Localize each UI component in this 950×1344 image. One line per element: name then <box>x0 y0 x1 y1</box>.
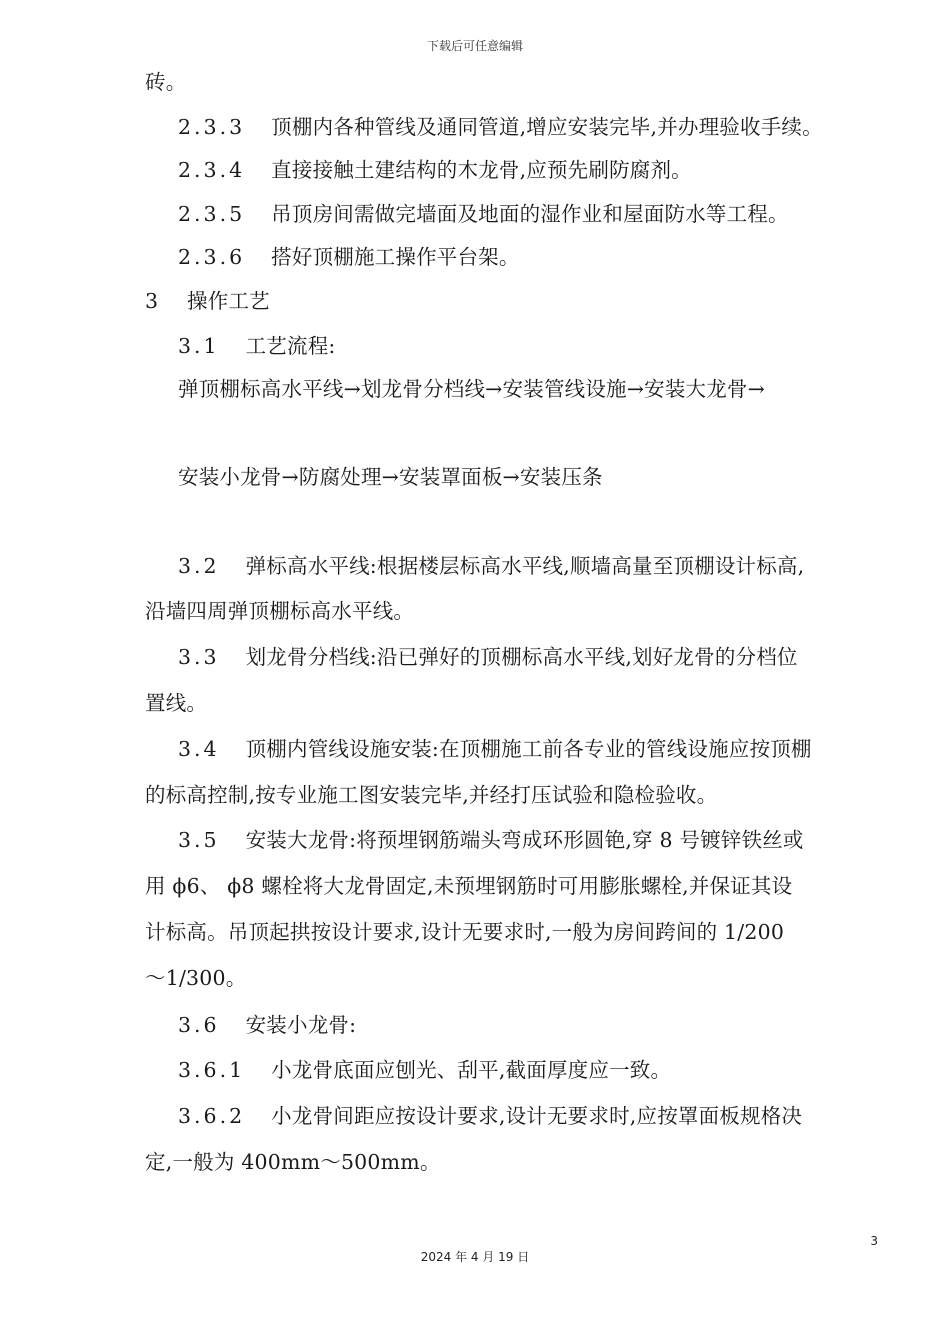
clause-text: 吊顶房间需做完墙面及地面的湿作业和屋面防水等工程。 <box>271 202 789 226</box>
clause-3-2 <box>178 554 898 578</box>
clause-number: 3.6 <box>178 1013 220 1037</box>
body-line: 用 ϕ6、 ϕ8 螺栓将大龙骨固定,未预埋钢筋时可用膨胀螺栓,并保证其设 <box>145 874 793 898</box>
clause-3-6 <box>178 1013 898 1037</box>
clause-number: 3.5 <box>178 828 220 852</box>
body-line: 计标高。吊顶起拱按设计要求,设计无要求时,一般为房间跨间的 1/200 <box>145 920 785 944</box>
clause-2-3-3 <box>178 115 898 139</box>
clause-number: 2.3.6 <box>178 245 246 269</box>
page-number: 3 <box>870 1234 878 1248</box>
clause-number: 3.4 <box>178 737 220 761</box>
clause-text: 顶棚内管线设施安装:在顶棚施工前各专业的管线设施应按顶棚 <box>245 737 812 761</box>
clause-text: 安装大龙骨:将预埋钢筋端头弯成环形圆铯,穿 8 号镀锌铁丝或 <box>245 828 804 852</box>
body-line: 砖。 <box>145 70 187 94</box>
body-line: 沿墙四周弹顶棚标高水平线。 <box>145 599 415 623</box>
clause-text: 工艺流程: <box>245 334 336 358</box>
clause-2-3-5 <box>178 202 898 226</box>
process-flow-line-1: 弹顶棚标高水平线→划龙骨分档线→安装管线设施→安装大龙骨→ <box>178 377 766 401</box>
clause-number: 3.2 <box>178 554 220 578</box>
clause-number: 2.3.5 <box>178 202 246 226</box>
section-title: 操作工艺 <box>187 289 270 313</box>
clause-number: 3.1 <box>178 334 220 358</box>
clause-text: 安装小龙骨: <box>245 1013 357 1037</box>
clause-number: 2.3.3 <box>178 115 246 139</box>
body-line: 置线。 <box>145 691 208 715</box>
clause-number: 3.6.1 <box>178 1058 246 1082</box>
clause-number: 3.6.2 <box>178 1104 246 1128</box>
clause-text: 小龙骨底面应刨光、刮平,截面厚度应一致。 <box>271 1058 672 1082</box>
clause-number: 3.3 <box>178 645 220 669</box>
section-number: 3 <box>145 289 162 313</box>
clause-text: 小龙骨间距应按设计要求,设计无要求时,应按罩面板规格决 <box>271 1104 803 1128</box>
clause-number: 2.3.4 <box>178 158 246 182</box>
clause-2-3-4 <box>178 158 898 182</box>
clause-2-3-6 <box>178 245 898 269</box>
process-flow-line-2: 安装小龙骨→防腐处理→安装罩面板→安装压条 <box>178 465 603 489</box>
section-3-heading <box>145 289 865 313</box>
clause-text: 顶棚内各种管线及通同管道,增应安装完毕,并办理验收手续。 <box>271 115 823 139</box>
footer-date: 2024 年 4 月 19 日 <box>420 1250 530 1264</box>
clause-3-6-1 <box>178 1058 898 1082</box>
body-line: 的标高控制,按专业施工图安装完毕,并经打压试验和隐检验收。 <box>145 783 718 807</box>
clause-3-5 <box>178 828 898 852</box>
clause-text: 弹标高水平线:根据楼层标高水平线,顺墙高量至顶棚设计标高, <box>245 554 805 578</box>
page-header: 下载后可任意编辑 <box>426 39 523 53</box>
clause-3-1 <box>178 334 898 358</box>
clause-text: 直接接触土建结构的木龙骨,应预先刷防腐剂。 <box>271 158 692 182</box>
clause-3-3 <box>178 645 898 669</box>
body-line: 定,一般为 400mm～500mm。 <box>145 1150 441 1174</box>
clause-3-4 <box>178 737 898 761</box>
body-line: ～1/300。 <box>145 966 247 990</box>
clause-3-6-2 <box>178 1104 898 1128</box>
clause-text: 划龙骨分档线:沿已弹好的顶棚标高水平线,划好龙骨的分档位 <box>245 645 798 669</box>
clause-text: 搭好顶棚施工操作平台架。 <box>271 245 520 269</box>
